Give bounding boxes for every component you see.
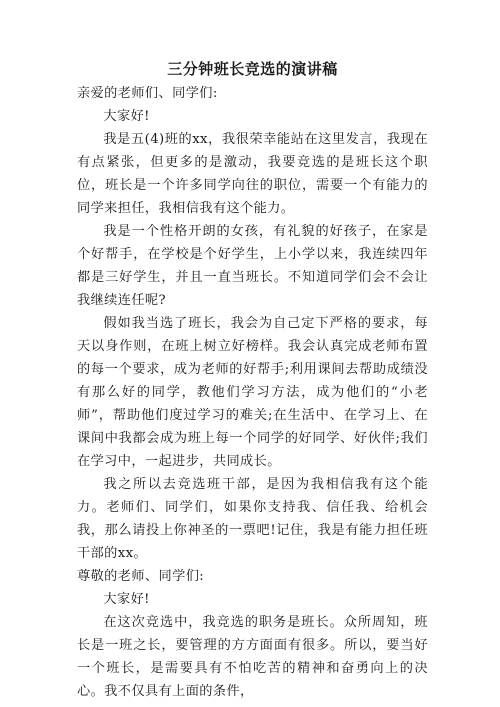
paragraph-closing: 我之所以去竞选班干部，是因为我相信我有这个能力。老师们、同学们，如果你支持我、信任我、给机会我，那么请投上你神圣的一票吧!记住，我是有能力担任班干部的xx。: [77, 477, 428, 561]
paragraph-hello: 大家好!: [103, 109, 150, 124]
document-title: 三分钟班长竞选的演讲稿: [167, 60, 338, 78]
paragraph-hello-2: 大家好!: [103, 592, 150, 607]
paragraph-personality: 我是一个性格开朗的女孩，有礼貌的好孩子，在家是个好帮手，在学校是个好学生，上小学以来，我连续四年都是三好学生，并且一直当班长。不知道同学们会不会让我继续连任呢?: [77, 224, 428, 308]
paragraph-intro: 我是五(4)班的xx，我很荣幸能站在这里发言，我现在有点紧张，但更多的是激动，我要竞选的是班长这个职位，班长是一个许多同学向往的职位，需要一个有能力的同学来担任，我相信我有这个能力。: [77, 132, 428, 216]
paragraph-position: 在这次竞选中，我竞选的职务是班长。众所周知，班长是一班之长，要管理的方方面面有很多。所以，要当好一个班长，是需要具有不怕吃苦的精神和奋勇向上的决心。我不仅具有上面的条件，: [77, 615, 428, 699]
paragraph-plans: 假如我当选了班长，我会为自己定下严格的要求，每天以身作则，在班上树立好榜样。我会认真完成老师布置的每一个要求，成为老师的好帮手;利用课间去帮助成绩没有那么好的同学，教他们学习方法，成为他们的“小老师”，帮助他们度过学习的难关;在生活中、在学习上、在课间中我都会成为班上每一个同学的好同学、好伙伴;我们在学习中，一起进步，共同成长。: [77, 316, 428, 469]
paragraph-greeting-2: 尊敬的老师、同学们:: [77, 569, 205, 584]
paragraph-greeting: 亲爱的老师们、同学们:: [77, 86, 218, 101]
